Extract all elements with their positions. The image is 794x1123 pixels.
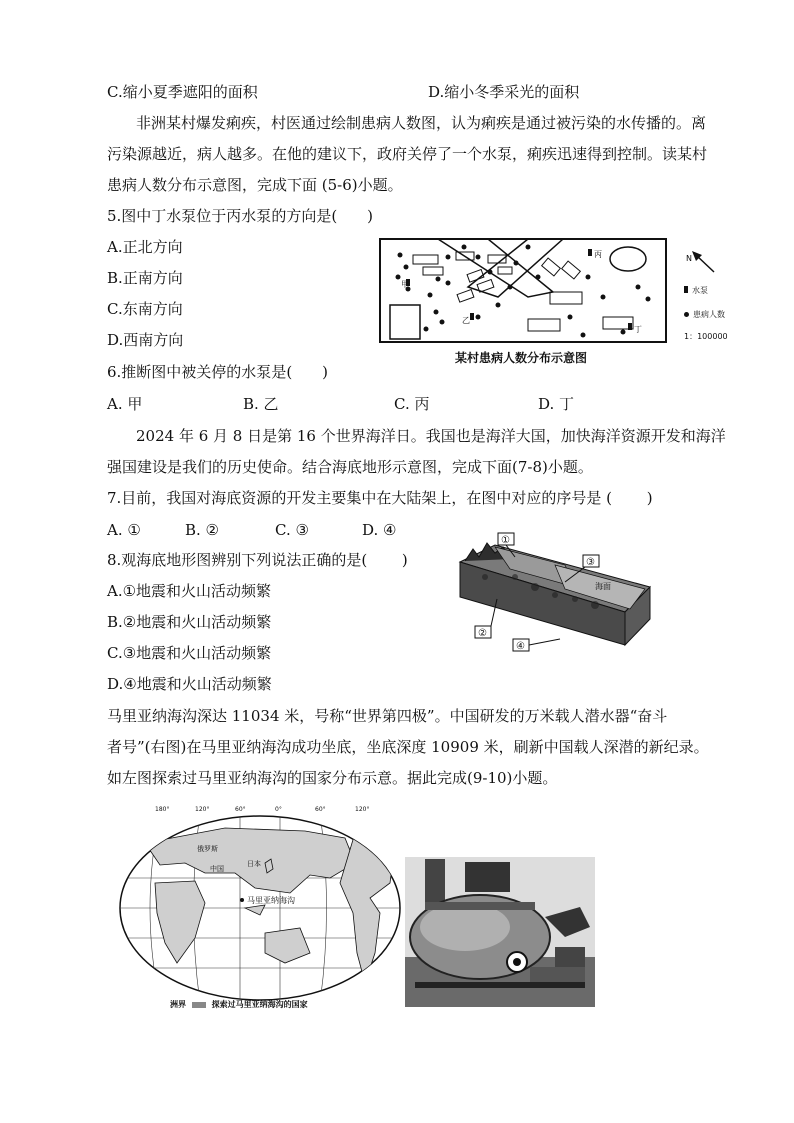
north-arrow-icon (684, 247, 754, 277)
intro-5-6-line-1: 非洲某村爆发痢疾，村医通过绘制患病人数图，认为痢疾是通过被污染的水传播的。离 (136, 114, 707, 132)
label-japan: 日本 (247, 860, 261, 868)
q5-option-a: A.正北方向 (107, 238, 183, 256)
intro-5-6-line-2: 污染源越近，病人越多。在他的建议下，政府关停了一个水泵，痢疾迅速得到控制。读某村 (107, 145, 708, 163)
q8-option-d: D.④地震和火山活动频繁 (107, 675, 272, 693)
q5-option-c: C.东南方向 (107, 300, 183, 318)
intro-9-10-line-2: 者号”(右图)在马里亚纳海沟成功坐底，坐底深度 10909 米，刷新中国载人深潜的新纪录。 (107, 738, 709, 756)
submersible-drawing (405, 857, 595, 1007)
swatch-icon (192, 1002, 206, 1008)
label-yi: 乙 (462, 316, 470, 325)
village-map (378, 237, 678, 347)
q8-option-c: C.③地震和火山活动频繁 (107, 644, 272, 662)
legend-patients: 患病人数 (684, 309, 725, 320)
q7-option-d: D. ④ (362, 521, 397, 539)
dot-icon (684, 312, 689, 317)
seafloor-diagram (455, 527, 655, 657)
svg-text:120°: 120° (195, 806, 210, 813)
seafloor-label-1: ① (501, 535, 510, 546)
seafloor-label-3: ③ (586, 557, 595, 568)
village-map-drawing (378, 237, 678, 347)
q6-option-d: D. 丁 (538, 395, 575, 413)
q8-option-a: A.①地震和火山活动频繁 (107, 582, 272, 600)
q6-stem: 6.推断图中被关停的水泵是( ) (107, 363, 329, 381)
intro-5-6-line-3: 患病人数分布示意图，完成下面 (5-6)小题。 (107, 176, 403, 194)
q5-option-b: B.正南方向 (107, 269, 183, 287)
q6-option-a: A. 甲 (107, 395, 143, 413)
q5-stem: 5.图中丁水泵位于丙水泵的方向是( ) (107, 207, 374, 225)
svg-text:180°: 180° (155, 806, 170, 813)
label-russia: 俄罗斯 (197, 845, 218, 853)
label-bing: 丙 (594, 250, 602, 259)
world-map-drawing (115, 803, 405, 1013)
world-map (115, 803, 405, 1013)
q8-stem: 8.观海底地形图辨别下列说法正确的是( ) (107, 551, 408, 569)
submersible-photo (405, 857, 595, 1007)
caption-border: 洲界 (170, 1000, 186, 1009)
intro-9-10-line-3: 如左图探索过马里亚纳海沟的国家分布示意。据此完成(9-10)小题。 (107, 769, 558, 787)
intro-9-10-line-1: 马里亚纳海沟深达 11034 米，号称“世界第四极”。中国研发的万米载人潜水器“奋斗 (107, 707, 668, 725)
q7-option-a: A. ① (107, 521, 141, 539)
svg-text:120°: 120° (355, 806, 370, 813)
seafloor-label-4: ④ (516, 641, 525, 652)
label-jia: 甲 (401, 280, 409, 289)
svg-text:N: N (686, 254, 692, 263)
seafloor-label-2: ② (478, 628, 487, 639)
label-ding: 丁 (634, 325, 642, 334)
village-map-caption: 某村患病人数分布示意图 (455, 351, 588, 365)
q4-option-d: D.缩小冬季采光的面积 (428, 83, 580, 101)
svg-text:0°: 0° (275, 806, 282, 813)
seafloor-drawing (455, 527, 655, 657)
q4-option-c: C.缩小夏季遮阳的面积 (107, 83, 258, 101)
village-map-legend (684, 247, 754, 342)
intro-7-8-line-2: 强国建设是我们的历史使命。结合海底地形示意图，完成下面(7-8)小题。 (107, 458, 593, 476)
q6-option-c: C. 丙 (394, 395, 430, 413)
caption-countries: 探索过马里亚纳海沟的国家 (211, 1000, 308, 1009)
legend-scale: 1：100000 (684, 332, 728, 341)
q6-option-b: B. 乙 (243, 395, 279, 413)
intro-7-8-line-1: 2024 年 6 月 8 日是第 16 个世界海洋日。我国也是海洋大国，加快海洋资源开发和海洋 (136, 427, 726, 445)
world-map-caption (170, 999, 308, 1010)
q5-option-d: D.西南方向 (107, 331, 184, 349)
svg-text:60°: 60° (235, 806, 246, 813)
label-china: 中国 (210, 865, 224, 873)
label-trench: 马里亚纳海沟 (247, 896, 295, 905)
svg-text:60°: 60° (315, 806, 326, 813)
q7-stem: 7.目前，我国对海底资源的开发主要集中在大陆架上，在图中对应的序号是 ( ) (107, 489, 653, 507)
trench-marker (240, 898, 244, 902)
pump-icon (684, 286, 688, 293)
q7-option-c: C. ③ (275, 521, 309, 539)
sea-surface-label: 海面 (595, 582, 611, 591)
q8-option-b: B.②地震和火山活动频繁 (107, 613, 272, 631)
legend-pump: 水泵 (684, 285, 708, 296)
q7-option-b: B. ② (185, 521, 220, 539)
